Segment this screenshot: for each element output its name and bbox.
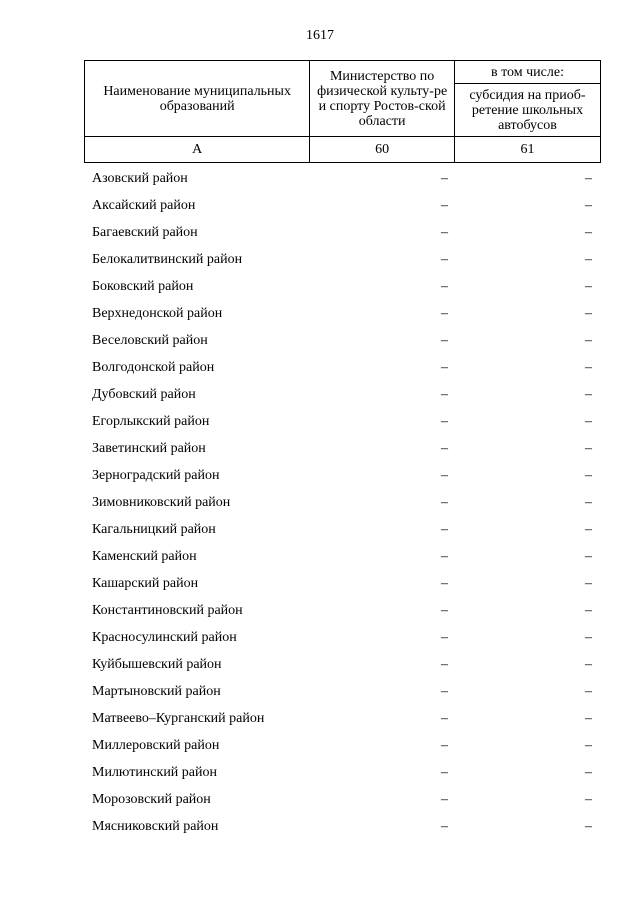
subsidy-value: – bbox=[585, 765, 592, 780]
subsidy-value: – bbox=[585, 603, 592, 618]
table-row bbox=[0, 382, 640, 409]
table-row bbox=[0, 220, 640, 247]
municipality-name: Верхнедонской район bbox=[92, 306, 223, 321]
ministry-value: – bbox=[441, 711, 448, 726]
municipality-name: Егорлыкский район bbox=[92, 414, 210, 429]
ministry-value: – bbox=[441, 630, 448, 645]
subsidy-value: – bbox=[585, 387, 592, 402]
ministry-value: – bbox=[441, 306, 448, 321]
subsidy-value: – bbox=[585, 279, 592, 294]
ministry-value: – bbox=[441, 549, 448, 564]
table-row bbox=[0, 247, 640, 274]
subsidy-value: – bbox=[585, 684, 592, 699]
index-cell-a: А bbox=[85, 137, 310, 163]
municipality-name: Аксайский район bbox=[92, 198, 196, 213]
ministry-value: – bbox=[441, 414, 448, 429]
municipality-name: Кагальницкий район bbox=[92, 522, 216, 537]
page-number: 1617 bbox=[306, 28, 334, 43]
municipality-name: Константиновский район bbox=[92, 603, 243, 618]
subsidy-value: – bbox=[585, 576, 592, 591]
table-row bbox=[0, 760, 640, 787]
ministry-value: – bbox=[441, 333, 448, 348]
ministry-value: – bbox=[441, 603, 448, 618]
municipality-name: Заветинский район bbox=[92, 441, 206, 456]
municipality-name: Зимовниковский район bbox=[92, 495, 231, 510]
ministry-value: – bbox=[441, 360, 448, 375]
municipality-name: Волгодонской район bbox=[92, 360, 215, 375]
municipality-name: Мартыновский район bbox=[92, 684, 221, 699]
table-row bbox=[0, 409, 640, 436]
table-row bbox=[0, 706, 640, 733]
ministry-value: – bbox=[441, 225, 448, 240]
subsidy-value: – bbox=[585, 495, 592, 510]
ministry-value: – bbox=[441, 387, 448, 402]
municipality-name: Каменский район bbox=[92, 549, 197, 564]
table-header bbox=[84, 60, 601, 163]
ministry-value: – bbox=[441, 576, 448, 591]
ministry-value: – bbox=[441, 522, 448, 537]
subsidy-value: – bbox=[585, 306, 592, 321]
table-row bbox=[0, 463, 640, 490]
subsidy-value: – bbox=[585, 630, 592, 645]
municipality-name: Морозовский район bbox=[92, 792, 211, 807]
ministry-value: – bbox=[441, 657, 448, 672]
subsidy-value: – bbox=[585, 225, 592, 240]
municipality-name: Милютинский район bbox=[92, 765, 218, 780]
municipality-name: Багаевский район bbox=[92, 225, 198, 240]
ministry-value: – bbox=[441, 684, 448, 699]
table-row bbox=[0, 625, 640, 652]
subsidy-value: – bbox=[585, 171, 592, 186]
municipality-name: Зерноградский район bbox=[92, 468, 220, 483]
municipality-name: Кашарский район bbox=[92, 576, 199, 591]
table-row bbox=[0, 193, 640, 220]
ministry-value: – bbox=[441, 765, 448, 780]
table-row bbox=[0, 652, 640, 679]
table-row bbox=[0, 787, 640, 814]
municipality-name: Белокалитвинский район bbox=[92, 252, 243, 267]
ministry-value: – bbox=[441, 792, 448, 807]
table-row bbox=[0, 598, 640, 625]
table-row bbox=[0, 355, 640, 382]
ministry-value: – bbox=[441, 738, 448, 753]
table-row bbox=[0, 274, 640, 301]
table-row bbox=[0, 544, 640, 571]
subsidy-value: – bbox=[585, 657, 592, 672]
ministry-value: – bbox=[441, 198, 448, 213]
table-row bbox=[0, 328, 640, 355]
header-name-cell: Наименование муниципальных образований bbox=[85, 61, 310, 137]
table-row bbox=[0, 517, 640, 544]
subsidy-value: – bbox=[585, 792, 592, 807]
subsidy-value: – bbox=[585, 198, 592, 213]
subsidy-value: – bbox=[585, 819, 592, 834]
municipality-name: Красносулинский район bbox=[92, 630, 237, 645]
table-row bbox=[0, 571, 640, 598]
subsidy-value: – bbox=[585, 468, 592, 483]
municipality-name: Куйбышевский район bbox=[92, 657, 222, 672]
table-row bbox=[0, 814, 640, 841]
table-row bbox=[0, 436, 640, 463]
municipality-name: Веселовский район bbox=[92, 333, 208, 348]
ministry-value: – bbox=[441, 252, 448, 267]
ministry-value: – bbox=[441, 279, 448, 294]
municipality-name: Миллеровский район bbox=[92, 738, 220, 753]
table-row bbox=[0, 166, 640, 193]
subsidy-value: – bbox=[585, 441, 592, 456]
subsidy-value: – bbox=[585, 360, 592, 375]
ministry-value: – bbox=[441, 441, 448, 456]
header-ministry-cell: Министерство по физической культу-ре и спорту Ростов-ской области bbox=[310, 61, 455, 137]
subsidy-value: – bbox=[585, 333, 592, 348]
header-subsidy-cell: субсидия на приоб-ретение школьных автобусов bbox=[454, 84, 600, 137]
table-row bbox=[0, 679, 640, 706]
ministry-value: – bbox=[441, 171, 448, 186]
subsidy-value: – bbox=[585, 738, 592, 753]
ministry-value: – bbox=[441, 468, 448, 483]
subsidy-value: – bbox=[585, 549, 592, 564]
table-row bbox=[0, 301, 640, 328]
municipality-name: Дубовский район bbox=[92, 387, 196, 402]
index-cell-61: 61 bbox=[454, 137, 600, 163]
municipality-name: Боковский район bbox=[92, 279, 194, 294]
table-row bbox=[0, 490, 640, 517]
ministry-value: – bbox=[441, 819, 448, 834]
table-body bbox=[0, 166, 640, 841]
header-including-cell: в том числе: bbox=[454, 61, 600, 84]
municipality-name: Матвеево–Курганский район bbox=[92, 711, 265, 726]
municipality-name: Мясниковский район bbox=[92, 819, 219, 834]
subsidy-value: – bbox=[585, 522, 592, 537]
index-cell-60: 60 bbox=[310, 137, 455, 163]
table-row bbox=[0, 733, 640, 760]
subsidy-value: – bbox=[585, 252, 592, 267]
subsidy-value: – bbox=[585, 414, 592, 429]
ministry-value: – bbox=[441, 495, 448, 510]
municipality-name: Азовский район bbox=[92, 171, 188, 186]
subsidy-value: – bbox=[585, 711, 592, 726]
